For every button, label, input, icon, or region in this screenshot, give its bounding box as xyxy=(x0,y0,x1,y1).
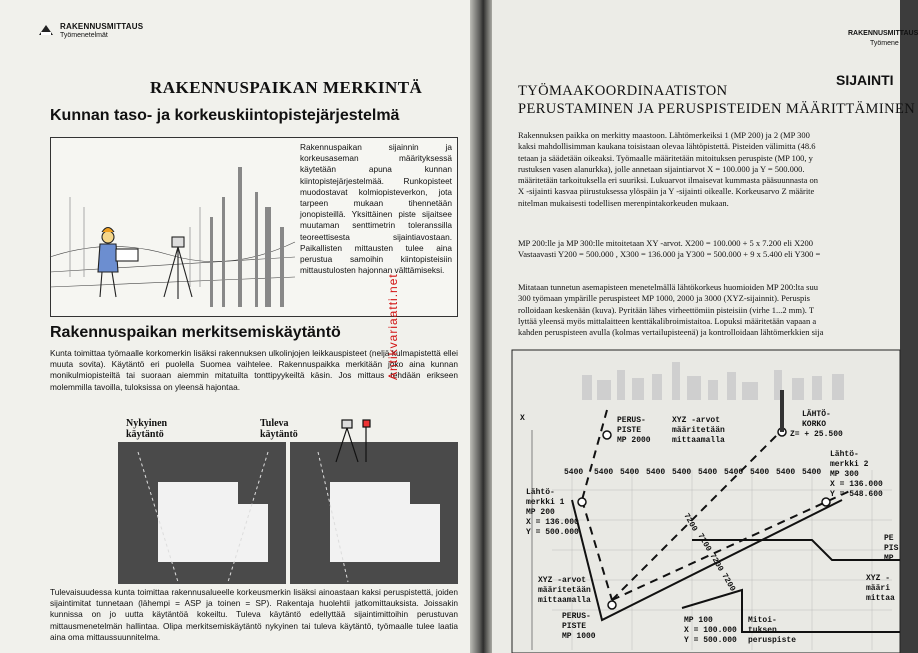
svg-text:5400: 5400 xyxy=(672,468,692,477)
svg-text:7200: 7200 xyxy=(707,552,725,574)
right-header-title: RAKENNUSMITTAUS xyxy=(848,30,918,37)
surveyor-illustration xyxy=(50,137,295,315)
site-coordinate-diagram xyxy=(512,350,900,653)
header-subtitle: Työmenetelmät xyxy=(60,32,108,39)
svg-text:5400: 5400 xyxy=(698,468,718,477)
right-para3: Mitataan tunnetun asemapisteen menetelmällä lähtökorkeus huomioiden MP 200:lta suu 300 työmaan ympärille peruspisteet MP 1000, 2000 ja 3000 (XYZ-sijainnit). Peruspis rolloidaan keskenään (kuva). Pyritään lähes virheettömiin pisteisiin (virhe 1...2 mm). T lyttää yleensä myös mittalaitteen kenttäkalibroimistaitoa. Lopuksi määritetään vapaan a kahden peruspisteen avulla (kolmas vertailupisteenä) ja kontrolloidaan lähtömerkkien sija xyxy=(518,282,824,338)
svg-text:5400: 5400 xyxy=(776,468,796,477)
svg-text:5400: 5400 xyxy=(620,468,640,477)
svg-text:Lähtö-merkki 1MP 200X = 136.00: Lähtö-merkki 1 MP 200 X = 136.000 Y = 500.000 xyxy=(526,488,579,537)
right-title-line2: PERUSTAMINEN JA PERUSPISTEIDEN MÄÄRITTÄMINEN xyxy=(518,101,916,117)
svg-text:XYZ -arvotmääritetäänmittaamal: XYZ -arvot määritetään mittaamalla xyxy=(672,416,725,445)
svg-text:5400: 5400 xyxy=(594,468,614,477)
svg-text:PERUS-PISTEMP 2000: PERUS-PISTE MP 2000 xyxy=(617,416,651,445)
svg-text:Mitoi-tuksenperuspiste: Mitoi-tuksen peruspiste xyxy=(748,616,797,645)
book-gutter xyxy=(470,0,492,653)
watermark-text: Antikvariaatti.net xyxy=(386,273,400,380)
axis-x-label: X xyxy=(520,414,525,423)
svg-text:PEPISMP: PE PIS MP xyxy=(884,534,899,563)
svg-text:5400: 5400 xyxy=(724,468,744,477)
svg-text:7200: 7200 xyxy=(695,532,713,554)
header-title: RAKENNUSMITTAUS xyxy=(60,22,144,31)
svg-text:MP 100X = 100.000Y = 500.000: MP 100 X = 100.000 Y = 500.000 xyxy=(684,616,737,645)
svg-text:Lähtö-merkki 2MP 300X = 136.00: Lähtö-merkki 2 MP 300 X = 136.000 Y = 548.600 xyxy=(830,450,883,499)
publisher-logo-icon xyxy=(38,24,54,36)
panel-label-current: Nykyinen käytäntö xyxy=(126,418,168,441)
right-title-line1: TYÖMAAKOORDINAATISTON xyxy=(518,83,728,99)
section1-body: Rakennuspaikan sijainnin ja korkeusaseman määrityksessä käytetään apuna kunnan kiintopistejärjestelmää. Runkopisteet muodostavat kolmiopisteverkon, jota tarpeen mukaan tihennetään jonopisteillä. Yksittäinen piste sijaitsee muutaman senttimetrin toleranssilla teoreettisesta sijaintiavostaan. Paikallisten mittausten tulee aina perustua samoihin kiintopisteisiin mittaustulosten hajonnan välttämiseksi. xyxy=(300,142,452,276)
section2-body: Kunta toimittaa työmaalle korkomerkin lisäksi rakennuksen ulkolinjojen leikkauspisteet (neljä kulmapistettä ellei muuta sovita). Käytäntö eri puolella Suomea vaihtelee. Rakennuspaikka merkitään joko aina kunnan monikulmiopisteiltä tai suoraan aiemmin mitatuilta tonttipyykeiltä käsin. Jos mittaus tehdään erikseen molemmilla tavoilla, tuloksissa on yleensä hajontaa. xyxy=(50,348,458,392)
svg-text:5400: 5400 xyxy=(802,468,822,477)
section2-title: Rakennuspaikan merkitsemiskäytäntö xyxy=(50,324,341,341)
page-main-title: RAKENNUSPAIKAN MERKINTÄ xyxy=(150,78,423,97)
svg-text:7200: 7200 xyxy=(681,512,699,534)
svg-text:5400: 5400 xyxy=(564,468,584,477)
svg-text:5400: 5400 xyxy=(750,468,770,477)
section1-title: Kunnan taso- ja korkeuskiintopistejärjestelmä xyxy=(50,107,400,124)
svg-text:XYZ -määrimittaa: XYZ -määri mittaa xyxy=(866,574,895,603)
panel-label-future: Tuleva käytäntö xyxy=(260,418,298,441)
right-header-subtitle: Työmene xyxy=(870,40,899,47)
svg-text:5400: 5400 xyxy=(646,468,666,477)
right-para1: Rakennuksen paikka on merkitty maastoon. Lähtömerkeiksi 1 (MP 200) ja 2 (MP 300 kaksi mahdollisimman kaukana toisistaan olevaa lähtöpistettä. Pisteiden välimitta (48.6 tetaan ja säädetään oikeaksi. Työmaalle määritetään mitoituksen peruspiste (MP 100, y rustuksen vasen alanurkka), jolle annetaan sijaintiarvot X = 100.000 ja Y = 500.000. määritetään tarkoituksella eri suuriksi. Lukuarvot ilmaisevat kummasta pääsuunnasta on X -sijainti kasvaa piirustuksessa ylöspäin ja Y -sijainti oikealle. Korkeusarvo Z määrite nitelman mukaisesti todellisen merenpintakorkeuden mukaan. xyxy=(518,130,819,208)
svg-text:LÄHTÖ-KORKOZ= + 25.500: LÄHTÖ-KORKO Z= + 25.500 xyxy=(790,410,843,439)
section3-body: Tulevaisuudessa kunta toimittaa rakennusalueelle korkeusmerkin lisäksi ainoastaan kaksi peruspistettä, joiden sijaintimitat tunnetaan (lähempi = ASP ja toinen = SP). Rakentaja huolehtii jatkomittauksista. Joissakin kunnissa on jo uutta käytäntöä kokeiltu. Tuleva käytäntö edellyttää sijaintimittoihin perustuvan mittausmenetelmän hallintaa. Olipa merkitsemiskäytäntö nykyinen tai tuleva käytäntö, työmaalle tulee laatia aina oma mittaussuunnitelma. xyxy=(50,587,458,642)
right-para2: MP 200:lle ja MP 300:lle mitoitetaan XY -arvot. X200 = 100.000 + 5 x 7.200 eli X200 Vastaavasti Y200 = 500.000 , X300 = 136.000 ja Y300 = 500.000 + 9 x 5.400 eli Y300 = xyxy=(518,238,823,260)
svg-text:PERUS-PISTEMP 1000: PERUS-PISTE MP 1000 xyxy=(562,612,596,641)
svg-text:7200: 7200 xyxy=(719,572,737,594)
right-main-title: SIJAINTI xyxy=(836,72,894,88)
svg-text:XYZ -arvotmääritetäänmittaamal: XYZ -arvot määritetään mittaamalla xyxy=(538,576,591,605)
